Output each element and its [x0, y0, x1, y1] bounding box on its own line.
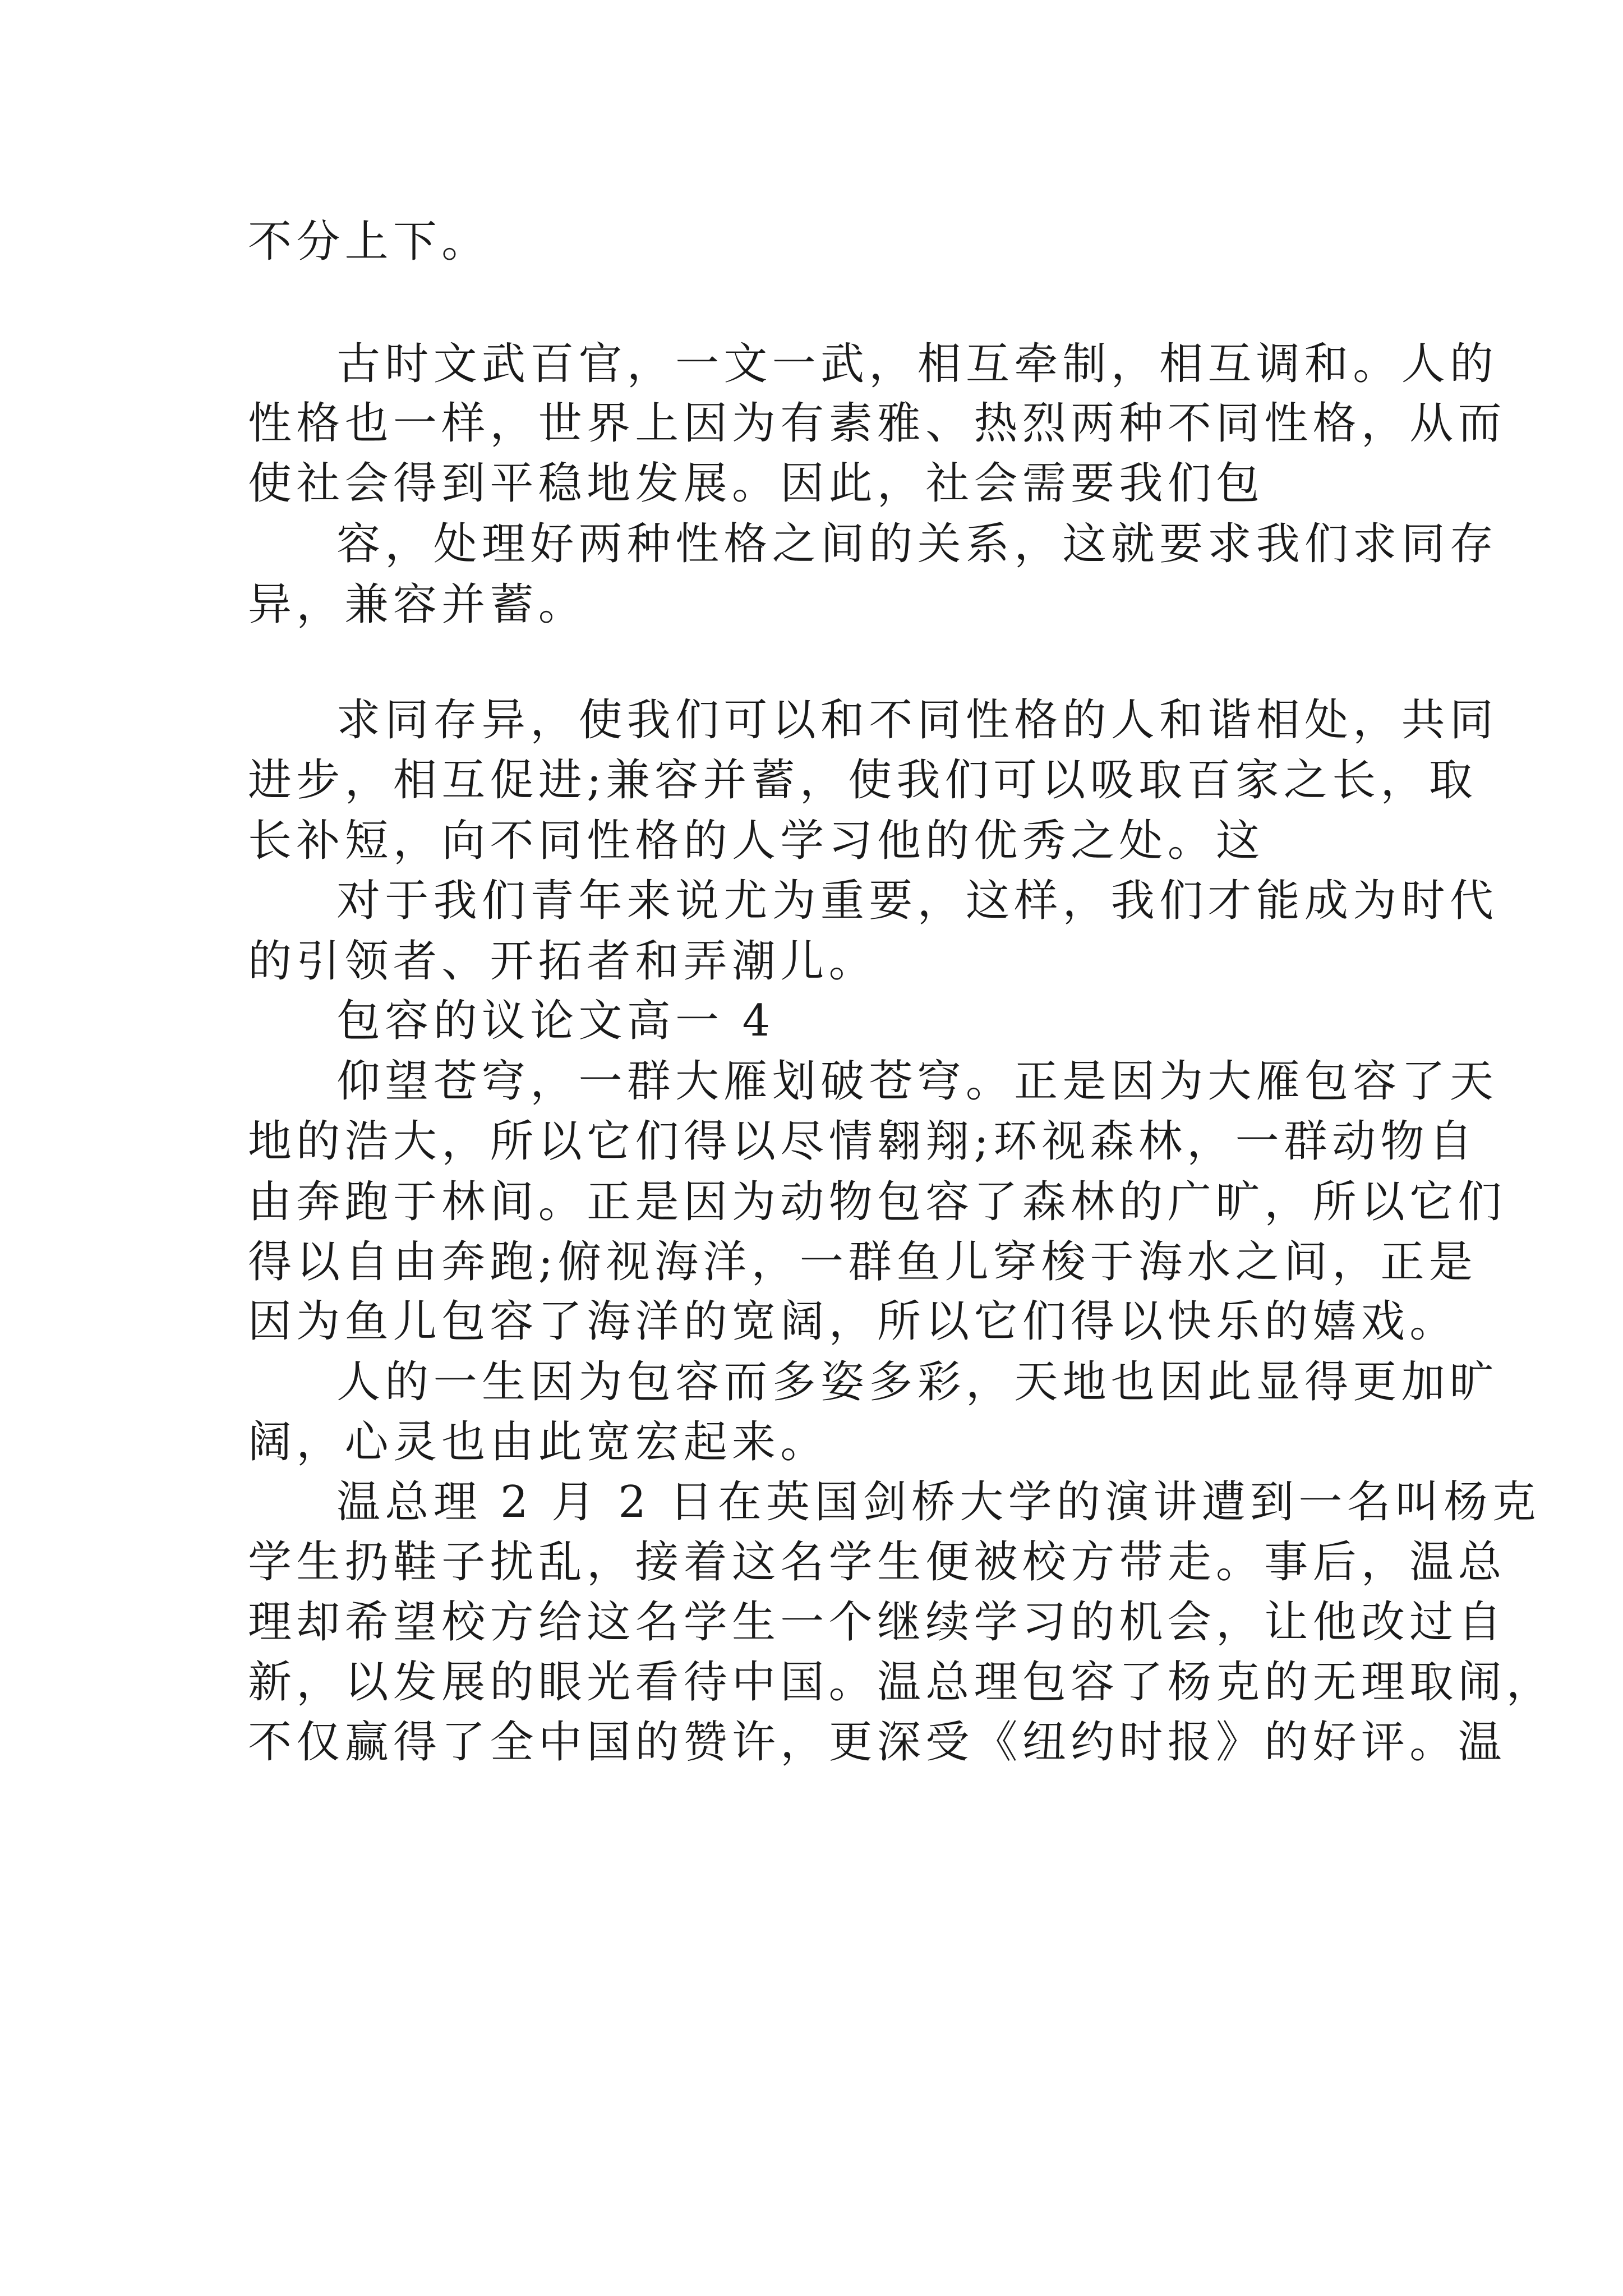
text-line: 地的浩大，所以它们得以尽情翱翔;环视森林，一群动物自 [248, 1116, 1478, 1167]
text-line: 新，以发展的眼光看待中国。温总理包容了杨克的无理取闹， [248, 1657, 1555, 1708]
text-line: 的引领者、开拓者和弄潮儿。 [248, 936, 877, 987]
text-line: 阔，心灵也由此宽宏起来。 [248, 1417, 829, 1467]
text-line: 长补短，向不同性格的人学习他的优秀之处。这 [248, 816, 1265, 866]
text-line: 不仅赢得了全中国的赞许，更深受《纽约时报》的好评。温 [248, 1717, 1506, 1768]
text-line: 得以自由奔跑;俯视海洋，一群鱼儿穿梭于海水之间，正是 [248, 1237, 1478, 1287]
text-line: 由奔跑于林间。正是因为动物包容了森林的广旷，所以它们 [248, 1177, 1506, 1227]
paragraph-first-line: 对于我们青年来说尤为重要，这样，我们才能成为时代 [336, 876, 1498, 926]
paragraph-first-line: 古时文武百官，一文一武，相互牵制，相互调和。人的 [336, 339, 1498, 389]
text-line: 进步，相互促进;兼容并蓄，使我们可以吸取百家之长，取 [248, 755, 1478, 806]
paragraph-first-line: 人的一生因为包容而多姿多彩，天地也因此显得更加旷 [336, 1357, 1498, 1407]
text-line: 使社会得到平稳地发展。因此，社会需要我们包 [248, 458, 1265, 509]
text-line: 理却希望校方给这名学生一个继续学习的机会，让他改过自 [248, 1597, 1506, 1648]
text-line: 因为鱼儿包容了海洋的宽阔，所以它们得以快乐的嬉戏。 [248, 1296, 1458, 1347]
text-line: 异，兼容并蓄。 [248, 579, 587, 630]
text-line: 性格也一样，世界上因为有素雅、热烈两种不同性格，从而 [248, 398, 1506, 449]
paragraph-first-line: 容，处理好两种性格之间的关系，这就要求我们求同存 [336, 519, 1498, 569]
text-line: 学生扔鞋子扰乱，接着这名学生便被校方带走。事后，温总 [248, 1537, 1506, 1588]
paragraph-first-line: 求同存异，使我们可以和不同性格的人和谐相处，共同 [336, 695, 1498, 746]
paragraph-first-line: 仰望苍穹，一群大雁划破苍穹。正是因为大雁包容了天 [336, 1056, 1498, 1107]
paragraph-first-line: 温总理 2 月 2 日在英国剑桥大学的演讲遭到一名叫杨克 [336, 1477, 1541, 1527]
section-heading: 包容的议论文高一 4 [336, 996, 775, 1046]
text-line: 不分上下。 [248, 217, 490, 267]
